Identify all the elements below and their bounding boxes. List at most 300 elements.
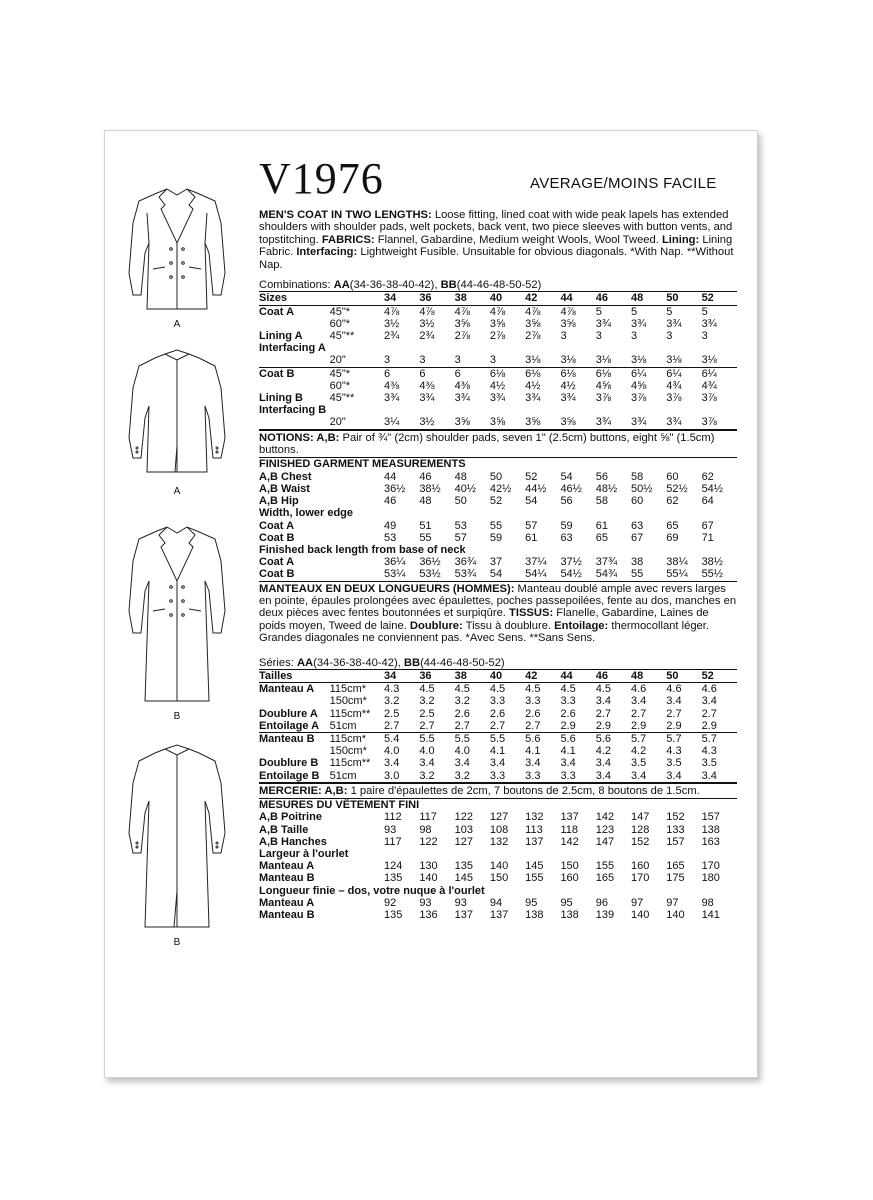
yardage-value: 2.6 (454, 707, 470, 720)
measurement-value: 65 (666, 519, 679, 532)
row-label: Doublure A (259, 707, 318, 720)
measurement-value: 59 (560, 519, 573, 532)
yardage-value: 3⅞ (631, 392, 647, 405)
yardage-value: 5 (631, 305, 638, 318)
yardage-value: 4.1 (525, 745, 541, 758)
measurement-value: 139 (595, 909, 615, 922)
yardage-value: 3.4 (666, 695, 682, 708)
yardage-value: 4.5 (489, 683, 506, 696)
yardage-value: 3¾ (596, 416, 631, 429)
measurement-value: 57 (454, 531, 467, 544)
measurement-value: 132 (525, 811, 544, 824)
yardage-value: 3.3 (490, 770, 525, 783)
measurement-value: 135 (384, 872, 403, 885)
row-label: A,B Taille (259, 823, 309, 836)
yardage-value: 3⅝ (560, 416, 595, 429)
coat-b-back-illustration (125, 741, 229, 931)
coat-a-back-illustration (125, 346, 229, 476)
fabric-width: 45"** (329, 392, 355, 405)
fabric-width: 51cm (329, 719, 357, 732)
measurement-value: 38¼ (666, 556, 688, 569)
yardage-value: 2¾ (384, 330, 400, 343)
measurement-value: 55½ (701, 568, 723, 581)
size-header: 34 (384, 669, 419, 682)
measurement-value: 37¾ (595, 556, 618, 569)
combo-bb: BB (440, 279, 457, 292)
measurement-value: 54 (560, 470, 573, 483)
row-label: A,B Waist (259, 482, 310, 495)
yardage-value: 4⅞ (454, 305, 470, 318)
subheading: Finished back length from base of neck (259, 543, 466, 556)
row-label: A,B Chest (259, 470, 312, 483)
yardage-value: 4.5 (595, 683, 612, 696)
yardage-value: 2.9 (631, 719, 647, 732)
measurement-value: 53¼ (384, 568, 406, 581)
measurement-value: 37½ (560, 556, 582, 569)
yardage-value: 6¼ (666, 367, 701, 380)
desc-interfacing-label: Entoilage: (554, 619, 609, 632)
measurement-value: 54½ (701, 482, 723, 495)
measurement-value: 54½ (560, 568, 582, 581)
measurement-value: 52½ (666, 482, 688, 495)
combo-prefix: Séries: (259, 656, 297, 669)
size-header: 40 (490, 669, 525, 682)
yardage-value: 3.4 (419, 757, 435, 770)
yardage-value: 2.6 (560, 707, 576, 720)
yardage-value (384, 342, 419, 354)
size-header: 38 (455, 292, 490, 305)
pattern-info (259, 209, 737, 921)
measurement-value: 160 (631, 860, 650, 873)
yardage-value (525, 342, 560, 354)
yardage-value: 4⅞ (525, 305, 541, 318)
measurement-value: 54¾ (595, 568, 618, 581)
measurement-value: 46 (419, 470, 432, 483)
size-header: 50 (666, 669, 701, 682)
measurement-row (259, 909, 737, 921)
yardage-value: 3.2 (384, 695, 400, 708)
measurement-value: 157 (666, 835, 685, 848)
figure-label: B (173, 711, 181, 722)
measurement-value: 138 (560, 909, 579, 922)
yardage-value: 4.3 (701, 745, 717, 758)
measurement-value: 170 (631, 872, 650, 885)
yardage-value: 5.7 (631, 732, 666, 745)
finished-title-row (259, 458, 737, 470)
yardage-row (259, 354, 737, 367)
measurement-value: 175 (666, 872, 685, 885)
yardage-value: 3⅝ (525, 416, 560, 429)
yardage-value: 2.7 (454, 719, 470, 732)
yardage-value: 3⅝ (525, 317, 541, 330)
notions-text: Pair of ¾" (2cm) shoulder pads, seven 1" (2.5cm) buttons, eight ⅝" (1.5cm) buttons. (259, 431, 715, 457)
measurement-value: 60 (666, 470, 679, 483)
yardage-value: 2⅞ (489, 330, 506, 343)
desc-text: Flannel, Gabardine, Medium weight Wools, Wool Tweed. (374, 233, 662, 246)
combinations-french (259, 657, 737, 669)
fabric-width (330, 342, 384, 354)
yardage-row (259, 330, 737, 342)
yardage-value: 3⅝ (455, 416, 490, 429)
size-header: 40 (490, 292, 525, 305)
measurement-value: 128 (631, 823, 650, 836)
yardage-value: 4.0 (384, 745, 400, 758)
measurement-value: 98 (701, 896, 714, 909)
yardage-value: 3.2 (454, 695, 470, 708)
measurement-row (259, 471, 737, 483)
row-label: Manteau A (259, 683, 315, 696)
coat-b-front-illustration (125, 521, 229, 706)
yardage-value: 3 (384, 354, 391, 367)
yardage-value: 4⅞ (384, 305, 400, 318)
yardage-value: 4⅞ (560, 305, 576, 318)
notions-french (259, 783, 737, 799)
measurement-value: 51 (419, 519, 432, 532)
measurement-value: 48½ (595, 482, 618, 495)
yardage-value: 3⅞ (595, 392, 612, 405)
measurement-value: 117 (384, 835, 402, 848)
yardage-value: 4⅝ (595, 379, 612, 392)
yardage-row (259, 392, 737, 404)
measurement-value: 61 (595, 519, 608, 532)
yardage-value: 4⅝ (631, 379, 647, 392)
yardage-row (259, 416, 737, 429)
fabric-width: 150cm* (329, 745, 367, 758)
row-label (259, 354, 330, 367)
yardage-value: 4¾ (666, 379, 682, 392)
measurement-value: 67 (701, 519, 714, 532)
yardage-value: 3.4 (631, 695, 647, 708)
row-label: Coat B (259, 531, 295, 544)
measurement-value: 180 (701, 872, 720, 885)
yardage-value: 6 (419, 367, 454, 380)
yardage-value (596, 342, 631, 354)
row-label: A,B Hip (259, 495, 299, 508)
yardage-value: 6⅛ (560, 367, 595, 380)
measurement-value: 53¾ (454, 568, 477, 581)
subheading: Largeur à l'ourlet (259, 848, 349, 860)
measurement-value: 122 (454, 811, 473, 824)
yardage-row (259, 708, 737, 720)
yardage-value: 4.2 (595, 745, 612, 758)
measurement-value: 96 (595, 896, 608, 909)
measurement-value: 52 (525, 470, 538, 483)
measurement-value: 56 (560, 495, 573, 508)
yardage-value: 3⅝ (454, 317, 470, 330)
measurement-value: 58 (595, 495, 608, 508)
yardage-value: 5 (701, 305, 708, 318)
yardage-row (259, 720, 737, 733)
yardage-value (419, 404, 454, 416)
desc-interfacing-label: Interfacing: (296, 246, 358, 259)
measurement-value: 50 (489, 470, 503, 483)
yardage-value: 3½ (384, 317, 400, 330)
measurement-value: 36¾ (454, 556, 477, 569)
measurement-value: 112 (384, 811, 402, 824)
size-header: 48 (631, 669, 666, 682)
measurement-value: 108 (489, 823, 509, 836)
yardage-value: 3 (631, 330, 638, 343)
yardage-value: 3.4 (560, 757, 576, 770)
measurement-row (259, 568, 737, 580)
fabric-width: 20" (330, 416, 384, 429)
measurement-value: 137 (454, 909, 473, 922)
measurement-value: 36¼ (384, 556, 406, 569)
sizes-row (259, 669, 737, 682)
yardage-value: 3 (666, 330, 673, 343)
yardage-value: 5.7 (666, 732, 701, 745)
finished-title: FINISHED GARMENT MEASUREMENTS (259, 458, 466, 471)
measurement-value: 44½ (525, 482, 547, 495)
measurement-value: 137 (489, 909, 509, 922)
yardage-value: 2¾ (419, 330, 435, 343)
yardage-value: 3⅛ (560, 354, 576, 367)
measurement-value: 136 (419, 909, 438, 922)
measurement-value: 63 (631, 519, 644, 532)
desc-lining-label: Doublure: (409, 619, 463, 632)
yardage-value: 2.9 (666, 719, 682, 732)
yardage-row (259, 404, 737, 416)
subheading: Width, lower edge (259, 507, 354, 520)
size-header: 46 (596, 292, 631, 305)
yardage-value: 3 (489, 354, 496, 367)
measurement-value: 64 (701, 495, 714, 508)
yardage-value: 5.5 (490, 732, 525, 745)
size-header: 36 (419, 669, 454, 682)
sizes-label: Tailles (259, 669, 384, 682)
yardage-value: 3¾ (454, 392, 470, 405)
fabric-width: 45"* (330, 367, 384, 380)
measurement-value: 150 (560, 860, 579, 873)
yardage-value (702, 404, 737, 416)
yardage-value: 4⅞ (489, 305, 506, 318)
yardage-value: 3.5 (701, 757, 717, 770)
desc-text: Manteau doublé ample avec revers larges en pointe, épaules prolongées avec épaulettes, poches passepoilées, fente au dos, manches en deux pièces avec fentes boutonnées et surpiqûre. (259, 582, 737, 620)
measurement-value: 118 (560, 823, 578, 836)
yardage-value: 2.6 (489, 707, 506, 720)
measurement-value: 36½ (419, 556, 441, 569)
measurement-value: 138 (701, 823, 720, 836)
yardage-value: 4.0 (454, 745, 470, 758)
figure-label: A (173, 486, 181, 497)
combo-aa: AA (296, 656, 314, 669)
subheading-row (259, 848, 737, 860)
yardage-value: 3.4 (489, 757, 506, 770)
measurement-value: 152 (666, 811, 685, 824)
yardage-value: 3.5 (666, 757, 682, 770)
measurement-row (259, 811, 737, 823)
measurement-value: 62 (666, 495, 679, 508)
yardage-value: 3¾ (631, 317, 647, 330)
yardage-value: 3 (419, 354, 426, 367)
yardage-value: 4⅜ (419, 379, 435, 392)
sizes-label: Sizes (259, 292, 384, 305)
yardage-value: 3.3 (525, 770, 560, 783)
yardage-row (259, 683, 737, 696)
yardage-row (259, 695, 737, 707)
measurement-value: 152 (631, 835, 650, 848)
yardage-value: 3.2 (455, 770, 490, 783)
yardage-value: 5.6 (596, 732, 631, 745)
yardage-value: 4⅞ (419, 305, 435, 318)
measurement-value: 123 (595, 823, 615, 836)
yardage-value: 3.4 (631, 770, 666, 783)
measurement-value: 98 (419, 823, 432, 836)
yardage-row (259, 318, 737, 330)
yardage-value: 2.9 (560, 719, 576, 732)
yardage-value: 6⅛ (490, 367, 525, 380)
description-english (259, 209, 737, 271)
finished-measurements-english (259, 458, 737, 580)
notions-title: MERCERIE: A,B: (259, 784, 348, 797)
yardage-value: 4½ (525, 379, 541, 392)
measurement-value: 124 (384, 860, 403, 873)
yardage-value: 3 (701, 330, 708, 343)
yardage-value: 3.2 (419, 770, 454, 783)
measurement-value: 127 (454, 835, 473, 848)
yardage-value: 2.7 (666, 707, 682, 720)
measurement-value: 93 (384, 823, 397, 836)
sizes-row (259, 292, 737, 305)
subheading-row (259, 544, 737, 556)
measurement-value: 147 (595, 835, 615, 848)
row-label: Manteau B (259, 732, 330, 745)
desc-text: Flanelle, Gabardine, Laines de poids moyen, Tweed de laine. (259, 607, 709, 632)
yardage-value: 3.4 (595, 757, 612, 770)
row-label: Coat B (259, 367, 330, 380)
yardage-value: 4⅜ (384, 379, 400, 392)
yardage-value (666, 404, 701, 416)
row-label: Interfacing A (259, 342, 326, 355)
yardage-value: 2.9 (701, 719, 717, 732)
yardage-value: 4.2 (631, 745, 647, 758)
size-header: 38 (455, 669, 490, 682)
size-header: 52 (702, 669, 737, 682)
row-label: Manteau B (259, 872, 315, 885)
row-label: Lining A (259, 330, 303, 343)
yardage-value: 4.5 (454, 683, 470, 696)
desc-title: MANTEAUX EN DEUX LONGUEURS (HOMMES): (259, 582, 515, 595)
measurement-row (259, 836, 737, 848)
measurement-value: 57 (525, 519, 538, 532)
notions-title: NOTIONS: A,B: (259, 431, 340, 444)
measurement-value: 147 (631, 811, 650, 824)
yardage-value: 2.7 (595, 707, 612, 720)
measurement-value: 95 (525, 896, 538, 909)
measurement-value: 56 (595, 470, 608, 483)
yardage-value: 2.7 (525, 719, 541, 732)
yardage-value (455, 342, 490, 354)
measurement-value: 65 (595, 531, 608, 544)
desc-text: Lightweight Fusible. Unsuitable for obvious diagonals. *With Nap. **Without Nap. (259, 246, 734, 271)
yardage-value: 6 (384, 367, 419, 380)
yardage-value (631, 342, 666, 354)
yardage-value: 4⅜ (454, 379, 470, 392)
measurement-value: 44 (384, 470, 397, 483)
yardage-value: 3⅛ (701, 354, 717, 367)
desc-text: Tissu à doublure. (462, 619, 555, 632)
measurement-value: 140 (666, 909, 685, 922)
yardage-value: 4.6 (631, 683, 647, 696)
fabric-width: 60"* (329, 317, 350, 330)
fabric-width: 150cm* (329, 695, 367, 708)
yardage-value: 3¼ (384, 416, 419, 429)
finished-title-row (259, 799, 737, 811)
fabric-width: 45"** (329, 330, 355, 343)
desc-lining-label: Lining: (661, 233, 700, 246)
measurement-value: 40½ (454, 482, 477, 495)
measurement-value: 36½ (384, 482, 406, 495)
row-label: Coat A (259, 305, 295, 318)
row-label: Coat B (259, 568, 295, 581)
combo-bb: BB (403, 656, 421, 669)
size-header: 42 (525, 669, 560, 682)
row-label: A,B Poitrine (259, 811, 322, 824)
yardage-value: 3¾ (384, 392, 400, 405)
measurement-value: 54 (525, 495, 538, 508)
yardage-value: 2.7 (489, 719, 506, 732)
desc-title: MEN'S COAT IN TWO LENGTHS: (259, 209, 432, 221)
yardage-value: 3¾ (489, 392, 506, 405)
measurement-row (259, 872, 737, 884)
yardage-value: 3⅞ (702, 416, 737, 429)
combo-aa-sizes: (34-36-38-40-42), (313, 656, 404, 669)
fabric-width (330, 404, 384, 416)
yardage-value: 3.5 (631, 757, 647, 770)
yardage-value: 5.7 (702, 732, 737, 745)
yardage-value: 3¾ (525, 392, 541, 405)
measurement-value: 48 (454, 470, 467, 483)
measurement-value: 93 (419, 896, 432, 909)
measurement-value: 37¼ (525, 556, 547, 569)
combo-prefix: Combinations: (259, 279, 334, 292)
size-header: 50 (666, 292, 701, 305)
yardage-row (259, 770, 737, 783)
measurement-value: 155 (595, 860, 615, 873)
fabric-width: 115cm* (330, 732, 384, 745)
measurement-value: 58 (631, 470, 644, 483)
measurement-row (259, 520, 737, 532)
yardage-value: 3.4 (384, 757, 400, 770)
yardage-value: 3¾ (560, 392, 576, 405)
yardage-value: 4.5 (419, 683, 435, 696)
yardage-value: 2.5 (419, 707, 435, 720)
yardage-value: 3.3 (525, 695, 541, 708)
combinations-english (259, 279, 737, 291)
yardage-value (631, 404, 666, 416)
measurement-value: 42½ (489, 482, 512, 495)
fabric-width: 115cm** (329, 707, 371, 720)
yardage-value: 4.6 (666, 683, 682, 696)
yardage-value: 3⅝ (560, 317, 576, 330)
measurement-value: 135 (454, 860, 473, 873)
yardage-value: 3 (595, 330, 602, 343)
measurement-value: 165 (595, 872, 615, 885)
measurement-value: 55 (419, 531, 432, 544)
desc-text: thermocollant léger. Grandes diagonales ne conviennent pas. *Avec Sens. **Sans Sens. (259, 619, 709, 645)
measurement-value: 38½ (701, 556, 723, 569)
measurement-value: 46 (384, 495, 397, 508)
measurement-value: 62 (701, 470, 714, 483)
yardage-value: 3.3 (560, 770, 595, 783)
measurement-value: 160 (560, 872, 579, 885)
yardage-value: 3.2 (419, 695, 435, 708)
yardage-value: 2.7 (701, 707, 717, 720)
measurement-value: 48 (419, 495, 432, 508)
measurement-row (259, 824, 737, 836)
yardage-row (259, 745, 737, 757)
yardage-value: 3½ (419, 416, 454, 429)
